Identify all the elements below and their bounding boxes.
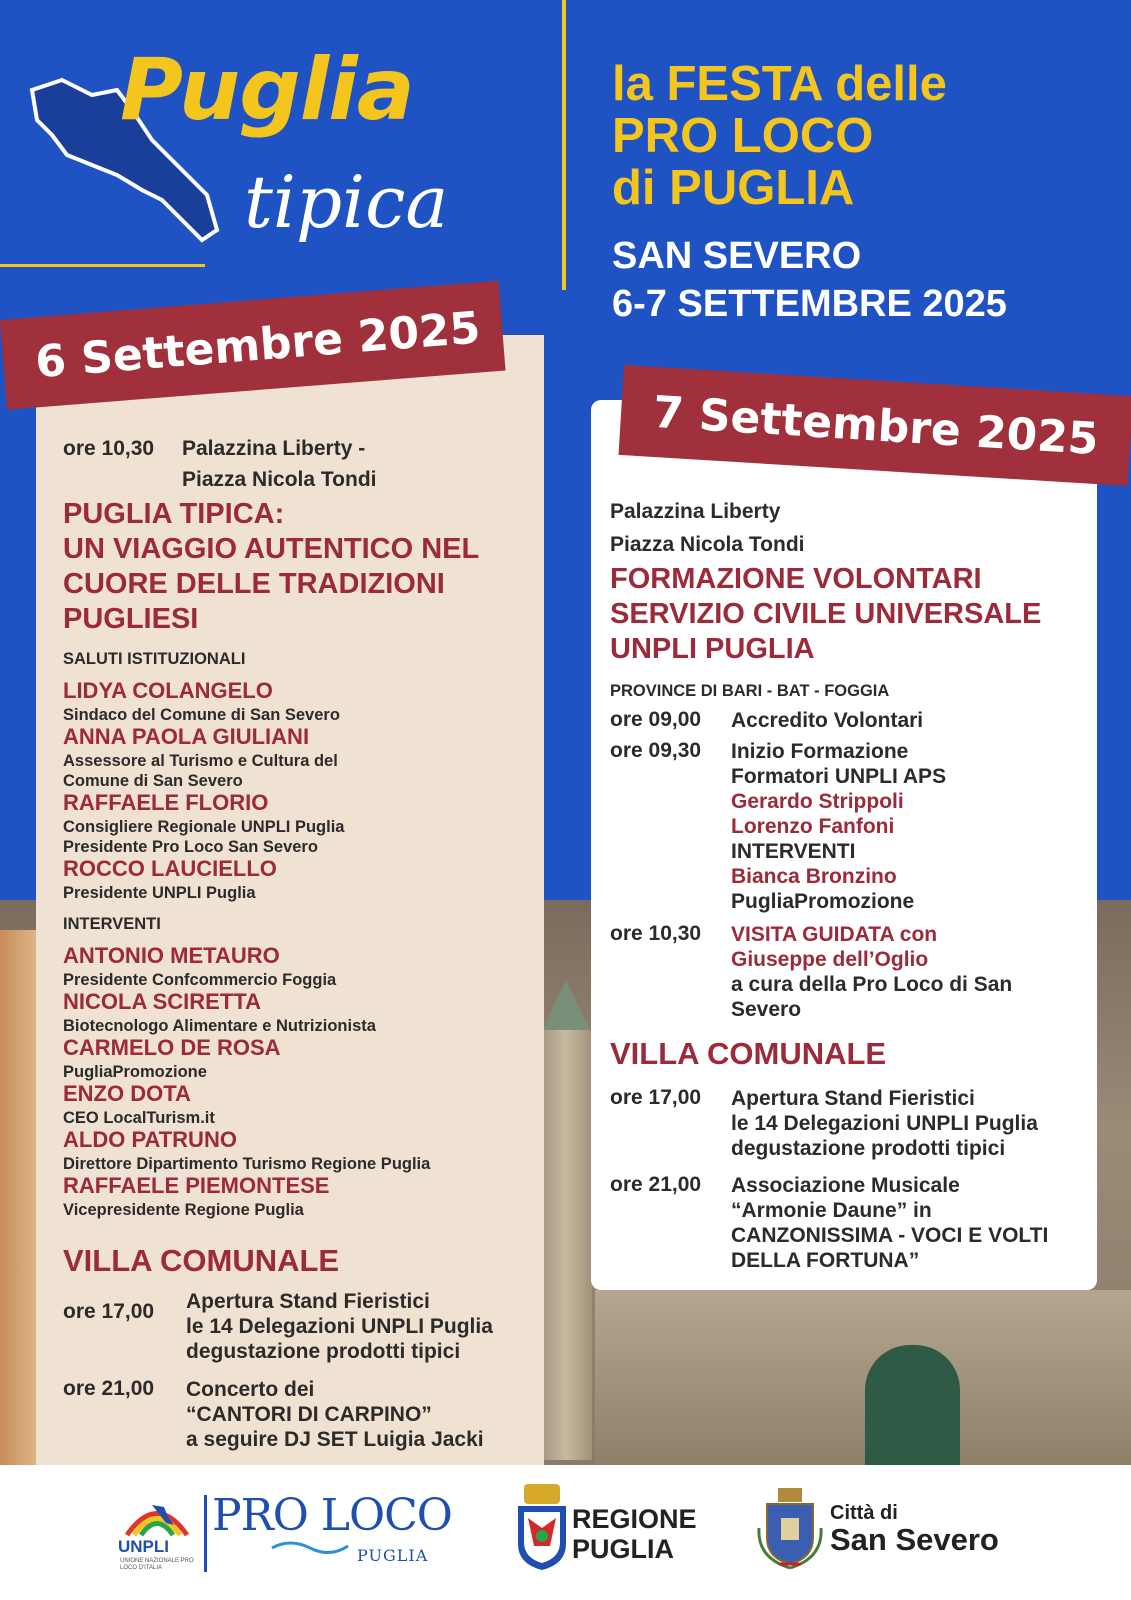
proloco-wave-icon: [270, 1540, 350, 1554]
festa-title-line: di PUGLIA: [612, 161, 855, 215]
festa-title-line: la FESTA delle: [612, 57, 947, 111]
city-name: San Severo: [830, 1522, 999, 1557]
day2-villa-time: ore 17,00: [610, 1086, 702, 1109]
day1-villa-event: [186, 1377, 484, 1452]
city-label: Città di: [830, 1502, 898, 1524]
day2-event-line: Formatori UNPLI APS: [731, 765, 947, 788]
day1-villa-time: ore 17,00: [63, 1300, 155, 1323]
intervento-role: Vicepresidente Regione Puglia: [63, 1201, 304, 1219]
event-line: Concerto dei: [186, 1378, 315, 1401]
festa-dates: 6-7 SETTEMBRE 2025: [612, 283, 1007, 325]
day1-title-line: PUGLIA TIPICA:: [63, 498, 285, 530]
day2-venue-line: Piazza Nicola Tondi: [610, 533, 805, 556]
day2-time: ore 09,00: [610, 708, 702, 731]
speaker-role: Presidente UNPLI Puglia: [63, 884, 256, 902]
proloco-divider: [204, 1495, 207, 1572]
day2-venue-line: Palazzina Liberty: [610, 500, 781, 523]
unpli-logo-icon: [122, 1497, 192, 1537]
day2-villa-event: [731, 1086, 1038, 1161]
palazzo-door: [865, 1345, 960, 1465]
day2-event-line: Accredito Volontari: [731, 709, 924, 732]
san-severo-crest-icon: [757, 1488, 823, 1570]
intervento-name: RAFFAELE PIEMONTESE: [63, 1173, 330, 1198]
logo-underline: [0, 264, 205, 267]
event-line: DELLA FORTUNA”: [731, 1249, 920, 1272]
day1-title-line: CUORE DELLE TRADIZIONI: [63, 568, 445, 600]
day2-time: ore 10,30: [610, 922, 702, 945]
intervento-name: ENZO DOTA: [63, 1081, 191, 1106]
speaker-name: RAFFAELE FLORIO: [63, 790, 269, 815]
intervento-role: Direttore Dipartimento Turismo Regione Puglia: [63, 1155, 431, 1173]
intervento-role: Biotecnologo Alimentare e Nutrizionista: [63, 1017, 376, 1035]
regione-line: REGIONE: [572, 1504, 697, 1534]
day1-title-line: PUGLIESI: [63, 603, 199, 635]
day1-venue-line: Piazza Nicola Tondi: [182, 468, 377, 491]
festa-city: SAN SEVERO: [612, 235, 862, 277]
festa-place-date: [612, 232, 1112, 328]
festa-title: [612, 58, 1112, 214]
day1-villa-time: ore 21,00: [63, 1377, 155, 1400]
event-line: a seguire DJ SET Luigia Jacki: [186, 1428, 484, 1451]
day2-date-ribbon: 7 Settembre 2025: [619, 365, 1131, 486]
proloco-label: PRO LOCO: [212, 1490, 452, 1541]
day2-interventi-label: INTERVENTI: [731, 840, 856, 863]
speaker-role: Assessore al Turismo e Cultura del: [63, 752, 338, 770]
unpli-subtitle: UNIONE NAZIONALE PRO LOCO D'ITALIA: [120, 1558, 194, 1571]
speaker-role: Presidente Pro Loco San Severo: [63, 838, 318, 856]
bell-tower: [540, 1030, 592, 1460]
unpli-label: UNPLI: [118, 1537, 169, 1556]
day2-villa-title: VILLA COMUNALE: [610, 1036, 887, 1071]
speaker-name: LIDYA COLANGELO: [63, 678, 273, 703]
event-line: “CANTORI DI CARPINO”: [186, 1403, 432, 1426]
background-left-building: [0, 930, 40, 1465]
intervento-name: ALDO PATRUNO: [63, 1127, 237, 1152]
proloco-puglia-label: PUGLIA: [357, 1546, 429, 1565]
formatore-name: Lorenzo Fanfoni: [731, 815, 895, 838]
day2-villa-event: [731, 1173, 1048, 1273]
regione-puglia-label: [572, 1504, 697, 1564]
speaker-name: ANNA PAOLA GIULIANI: [63, 724, 310, 749]
event-line: le 14 Delegazioni UNPLI Puglia: [731, 1112, 1038, 1135]
day1-title-line: UN VIAGGIO AUTENTICO NEL: [63, 533, 480, 565]
header-divider: [562, 0, 566, 290]
day2-title-line: UNPLI PUGLIA: [610, 633, 815, 665]
logo-puglia-word: Puglia: [120, 40, 414, 140]
intervento-role: CEO LocalTurism.it: [63, 1109, 215, 1127]
intervento-name: ANTONIO METAURO: [63, 943, 280, 968]
day2-event-line: Severo: [731, 998, 802, 1021]
event-line: “Armonie Daune” in: [731, 1199, 932, 1222]
day1-villa-title: VILLA COMUNALE: [63, 1243, 340, 1278]
saluti-label: SALUTI ISTITUZIONALI: [63, 650, 246, 668]
day1-event-title: [63, 497, 479, 637]
regione-line: PUGLIA: [572, 1534, 675, 1564]
day2-event-line: Inizio Formazione: [731, 740, 909, 763]
event-line: le 14 Delegazioni UNPLI Puglia: [186, 1315, 493, 1338]
day2-event-line: a cura della Pro Loco di San: [731, 973, 1013, 996]
speaker-role: Sindaco del Comune di San Severo: [63, 706, 340, 724]
day2-time: ore 09,30: [610, 739, 702, 762]
day1-date-ribbon: 6 Settembre 2025: [0, 281, 506, 410]
day2-villa-time: ore 21,00: [610, 1173, 702, 1196]
day1-villa-event: [186, 1289, 493, 1364]
festa-title-line: PRO LOCO: [612, 109, 874, 163]
intervento-role: Presidente Confcommercio Foggia: [63, 971, 337, 989]
intervento-name: Bianca Bronzino: [731, 865, 897, 888]
day2-title-line: FORMAZIONE VOLONTARI: [610, 563, 982, 595]
intervento-name: CARMELO DE ROSA: [63, 1035, 281, 1060]
guide-name: Giuseppe dell’Oglio: [731, 948, 929, 971]
event-line: CANZONISSIMA - VOCI E VOLTI: [731, 1224, 1049, 1247]
speaker-role: Consigliere Regionale UNPLI Puglia: [63, 818, 345, 836]
day2-title-line: SERVIZIO CIVILE UNIVERSALE: [610, 598, 1042, 630]
day2-event-line: VISITA GUIDATA con: [731, 923, 938, 946]
event-line: degustazione prodotti tipici: [731, 1137, 1006, 1160]
event-line: Apertura Stand Fieristici: [186, 1290, 430, 1313]
formatore-name: Gerardo Strippoli: [731, 790, 904, 813]
day1-time-morning: ore 10,30: [63, 437, 155, 460]
speaker-role: Comune di San Severo: [63, 772, 243, 790]
intervento-org: PugliaPromozione: [731, 890, 915, 913]
intervento-role: PugliaPromozione: [63, 1063, 207, 1081]
regione-puglia-crest-icon: [516, 1484, 568, 1570]
palazzo-facade: [595, 1290, 1131, 1465]
interventi-label: INTERVENTI: [63, 915, 161, 933]
speaker-name: ROCCO LAUCIELLO: [63, 856, 277, 881]
province-label: PROVINCE DI BARI - BAT - FOGGIA: [610, 682, 890, 700]
intervento-name: NICOLA SCIRETTA: [63, 989, 261, 1014]
day2-event-title: [610, 562, 1041, 667]
event-line: Associazione Musicale: [731, 1174, 960, 1197]
logo-tipica-word: tipica: [244, 160, 449, 244]
day1-venue-line: Palazzina Liberty -: [182, 437, 366, 460]
bell-tower-spire: [540, 980, 592, 1035]
event-line: degustazione prodotti tipici: [186, 1340, 461, 1363]
event-line: Apertura Stand Fieristici: [731, 1087, 975, 1110]
